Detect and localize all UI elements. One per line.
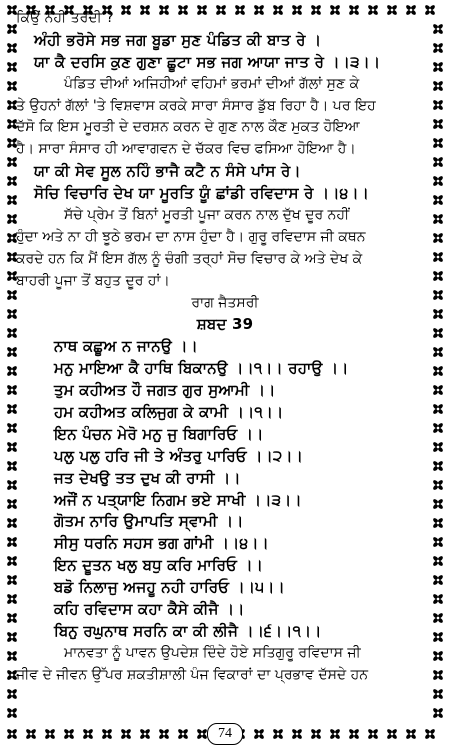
prose-line: ਕਿਉਂ ਨਹੀਂ ਤਰਦੀ ? xyxy=(16,10,114,26)
page-number: 74 xyxy=(207,723,243,745)
verse-line: ਤੁਮ ਕਹੀਅਤ ਹੌ ਜਗਤ ਗੁਰ ਸੁਆਮੀ ।। xyxy=(54,381,276,400)
verse-line: ਹਮ ਕਹੀਅਤ ਕਲਿਜੁਗ ਕੇ ਕਾਮੀ ।।੧।। xyxy=(54,403,284,422)
flower-ornament xyxy=(432,688,444,700)
verse-line: ਯਾ ਕੀ ਸੇਵ ਸੂਲ ਨਹਿੰ ਭਾਜੈ ਕਟੈ ਨ ਸੰਸੇ ਪਾਂਸ ਰੇ। xyxy=(34,162,301,181)
heading-line: ਸ਼ਬਦ 39 xyxy=(196,315,254,334)
verse-line: ਗੋਤਮ ਨਾਰਿ ਉਮਾਪਤਿ ਸ੍ਵਾਮੀ ।। xyxy=(54,512,244,531)
flower-ornament xyxy=(432,707,444,719)
verse-line: ਇਨ ਪੰਚਨ ਮੇਰੋ ਮਨੁ ਜੁ ਬਿਗਾਰਿਓ ।। xyxy=(54,424,264,443)
verse-line: ਇਨ ਦੂਤਨ ਖਲੁ ਬਧੁ ਕਰਿ ਮਾਰਿਓ ।। xyxy=(54,556,264,575)
verse-line: ਸੀਸੁ ਧਰਨਿ ਸਹਸ ਭਗ ਗਾਂਮੀ ।।੪।। xyxy=(54,534,269,553)
page-number-badge xyxy=(0,722,450,745)
prose-line: ਬਾਹਰੀ ਪੂਜਾ ਤੋਂ ਬਹੁਤ ਦੂਰ ਹਾਂ। xyxy=(16,272,170,289)
verse-line: ਜਤ ਦੇਖਉ ਤਤ ਦੁਖ ਕੀ ਰਾਸੀ ।। xyxy=(54,468,241,487)
prose-line: ਹੈ। ਸਾਰਾ ਸੰਸਾਰ ਹੀ ਆਵਾਗਵਨ ਦੇ ਚੱਕਰ ਵਿਚ ਫਸਿਆ ਹੋਇਆ ਹੈ। xyxy=(16,141,356,158)
verse-line: ਸੋਚਿ ਵਿਚਾਰਿ ਦੇਖ ਯਾ ਮੂਰਤਿ ਯੂੰ ਛਾਂਡੀ ਰਵਿਦਾਸ ਰੇ ।।੪।। xyxy=(34,184,370,203)
prose-line: ਪੰਡਿਤ ਦੀਆਂ ਅਜਿਹੀਆਂ ਵਹਿਮਾਂ ਭਰਮਾਂ ਦੀਆਂ ਗੱਲਾਂ ਸੁਣ ਕੇ xyxy=(64,75,360,92)
prose-line: ਮਾਨਵਤਾ ਨੂੰ ਪਾਵਨ ਉਪਦੇਸ਼ ਦਿੰਦੇ ਹੋਏ ਸਤਿਗੁਰੂ ਰਵਿਦਾਸ ਜੀ xyxy=(64,644,361,661)
flower-ornament xyxy=(6,688,18,700)
verse-line: ਪਲੁ ਪਲੁ ਹਰਿ ਜੀ ਤੇ ਅੰਤਰੁ ਪਾਰਿਓ ।।੨।। xyxy=(54,446,304,465)
prose-line: ਕਰਦੇ ਹਨ ਕਿ ਮੈਂ ਇਸ ਗੱਲ ਨੂੰ ਚੰਗੀ ਤਰ੍ਹਾਂ ਸੋਚ ਵਿਚਾਰ ਕੇ ਅਤੇ ਦੇਖ ਕੇ xyxy=(16,250,363,267)
prose-line: ਸੱਚੇ ਪ੍ਰੇਮ ਤੋਂ ਬਿਨਾਂ ਮੂਰਤੀ ਪੂਜਾ ਕਰਨ ਨਾਲ ਦੁੱਖ ਦੂਰ ਨਹੀਂ xyxy=(64,207,350,224)
prose-line: ਦੱਸੋ ਕਿ ਇਸ ਮੂਰਤੀ ਦੇ ਦਰਸ਼ਨ ਕਰਨ ਦੇ ਗੁਣ ਨਾਲ ਕੌਣ ਮੁਕਤ ਹੋਇਆ xyxy=(16,119,360,136)
verse-line: ਕਹਿ ਰਵਿਦਾਸ ਕਹਾ ਕੈਸੇ ਕੀਜੈ ।। xyxy=(54,600,245,619)
verse-line: ਮਨੁ ਮਾਇਆ ਕੈ ਹਾਥਿ ਬਿਕਾਨਉ ।।੧।। ਰਹਾਉ ।। xyxy=(54,359,349,378)
prose-line: ਹੁੰਦਾ ਅਤੇ ਨਾ ਹੀ ਝੂਠੇ ਭਰਮ ਦਾ ਨਾਸ ਹੁੰਦਾ ਹੈ। ਗੁਰੂ ਰਵਿਦਾਸ ਜੀ ਕਥਨ xyxy=(16,228,366,245)
page-text xyxy=(16,8,434,687)
verse-line: ਬਡੋ ਨਿਲਾਜੁ ਅਜਹੂ ਨਹੀ ਹਾਰਿਓ ।।੫।। xyxy=(54,578,285,597)
prose-line: ਜੀਵ ਦੇ ਜੀਵਨ ਉੱਪਰ ਸ਼ਕਤੀਸ਼ਾਲੀ ਪੰਜ ਵਿਕਾਰਾਂ ਦਾ ਪ੍ਰਭਾਵ ਦੱਸਦੇ ਹਨ xyxy=(16,666,368,683)
heading-line: ਰਾਗ ਜੈਤਸਰੀ xyxy=(191,294,259,311)
flower-ornament xyxy=(6,707,18,719)
verse-line: ਨਾਥ ਕਛੂਅ ਨ ਜਾਨਉ ।। xyxy=(54,337,198,356)
verse-line: ਅੰਹੀ ਭਰੋਸੇ ਸਭ ਜਗ ਬੂਡਾ ਸੁਣ ਪੰਡਿਤ ਕੀ ਬਾਤ ਰੇ । xyxy=(34,30,322,49)
verse-line: ਅਜੌਂ ਨ ਪਤ੍ਯਾਇ ਨਿਗਮ ਭਏ ਸਾਖੀ ।।੩।। xyxy=(54,490,302,509)
prose-line: ਤੇ ਉਹਨਾਂ ਗੱਲਾਂ 'ਤੇ ਵਿਸ਼ਵਾਸ ਕਰਕੇ ਸਾਰਾ ਸੰਸਾਰ ਡੁੱਬ ਰਿਹਾ ਹੈ। ਪਰ ਇਹ xyxy=(16,97,376,114)
verse-line: ਬਿਨੁ ਰਘੁਨਾਥ ਸਰਨਿ ਕਾ ਕੀ ਲੀਜੈ ।।੬।।੧।। xyxy=(54,621,322,640)
verse-line: ਯਾ ਕੈ ਦਰਸਿ ਕੁਣ ਗੁਣਾ ਛੂਟਾ ਸਭ ਜਗ ਆਯਾ ਜਾਤ ਰੇ ।।੩।। xyxy=(34,52,381,71)
